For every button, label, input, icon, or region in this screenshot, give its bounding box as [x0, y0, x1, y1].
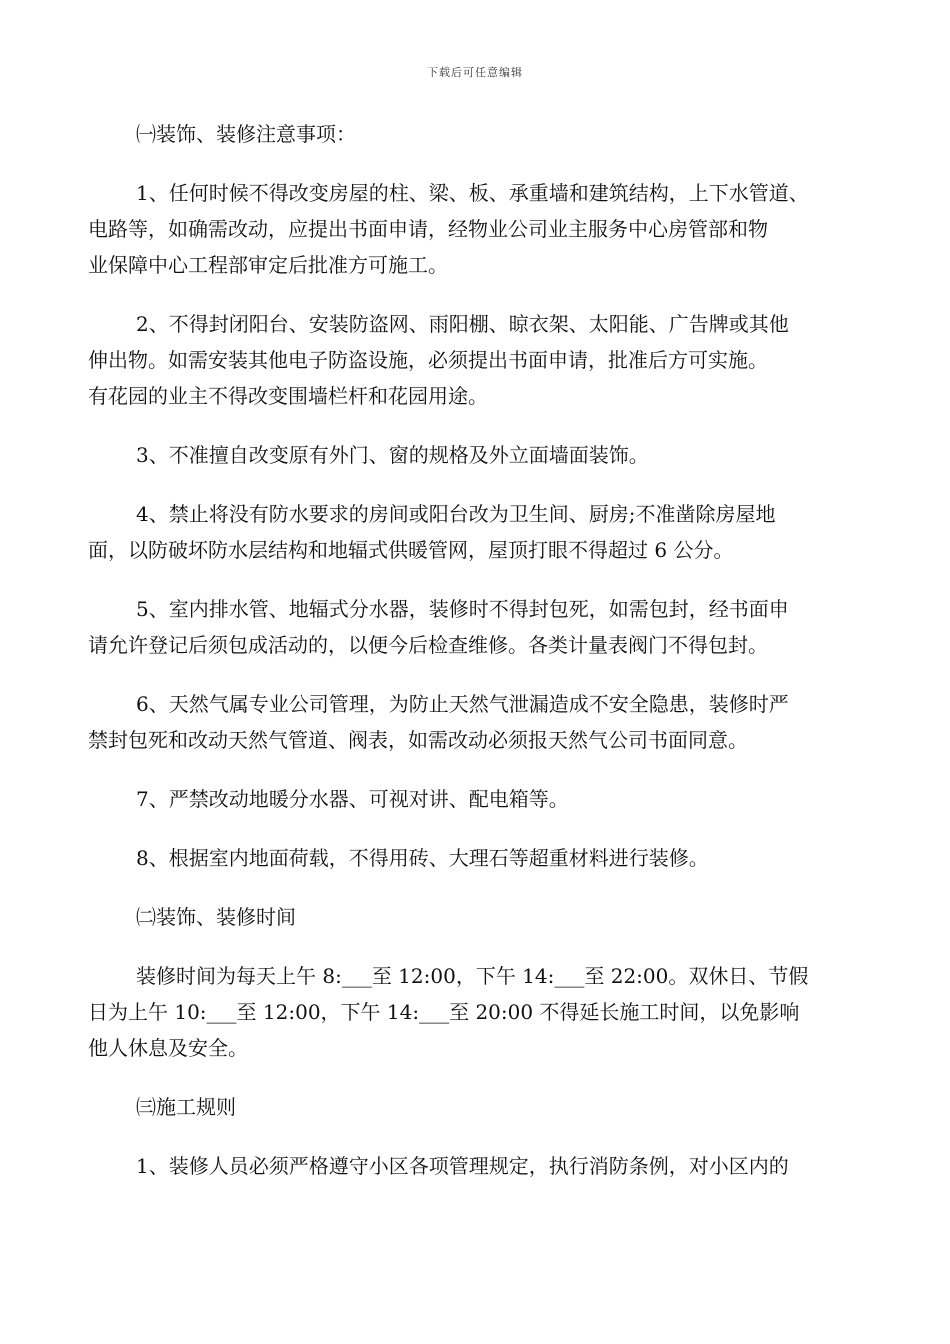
paragraph	[88, 781, 888, 817]
paragraph	[88, 1089, 888, 1125]
paragraph-line: 2、不得封闭阳台、安装防盗网、雨阳棚、晾衣架、太阳能、广告牌或其他	[136, 312, 789, 336]
paragraph-line: ㈠装饰、装修注意事项：	[136, 122, 356, 146]
paragraph	[88, 686, 888, 758]
paragraph-line: 禁封包死和改动天然气管道、阀表，如需改动必须报天然气公司书面同意。	[88, 728, 748, 752]
paragraph-line: 面，以防破坏防水层结构和地辐式供暖管网，屋顶打眼不得超过 6 公分。	[88, 538, 734, 562]
page-header-note: 下载后可任意编辑	[427, 66, 523, 79]
paragraph	[88, 591, 888, 663]
paragraph	[88, 437, 888, 473]
paragraph-line: 业保障中心工程部审定后批准方可施工。	[88, 253, 448, 277]
paragraph-line: 电路等，如确需改动，应提出书面申请，经物业公司业主服务中心房管部和物	[88, 217, 768, 241]
paragraph-line: 他人休息及安全。	[88, 1036, 248, 1060]
paragraph-line: 伸出物。如需安装其他电子防盗设施，必须提出书面申请，批准后方可实施。	[88, 348, 768, 372]
paragraph-line: 1、任何时候不得改变房屋的柱、梁、板、承重墙和建筑结构，上下水管道、	[136, 181, 809, 205]
paragraph	[88, 306, 888, 414]
paragraph	[88, 958, 888, 1066]
paragraph-line: ㈢施工规则	[136, 1095, 236, 1119]
paragraph	[88, 840, 888, 876]
document-body	[88, 116, 888, 1207]
paragraph	[88, 496, 888, 568]
paragraph	[88, 1148, 888, 1184]
paragraph-line: ㈡装饰、装修时间	[136, 905, 296, 929]
paragraph-line: 有花园的业主不得改变围墙栏杆和花园用途。	[88, 384, 488, 408]
paragraph-line: 6、天然气属专业公司管理，为防止天然气泄漏造成不安全隐患，装修时严	[136, 692, 789, 716]
paragraph	[88, 175, 888, 283]
paragraph-line: 7、严禁改动地暖分水器、可视对讲、配电箱等。	[136, 787, 569, 811]
paragraph-line: 4、禁止将没有防水要求的房间或阳台改为卫生间、厨房;不准凿除房屋地	[136, 502, 776, 526]
paragraph	[88, 116, 888, 152]
paragraph	[88, 899, 888, 935]
paragraph-line: 8、根据室内地面荷载，不得用砖、大理石等超重材料进行装修。	[136, 846, 709, 870]
paragraph-line: 3、不准擅自改变原有外门、窗的规格及外立面墙面装饰。	[136, 443, 649, 467]
paragraph-line: 请允许登记后须包成活动的，以便今后检查维修。各类计量表阀门不得包封。	[88, 633, 768, 657]
paragraph-line: 日为上午 10:___至 12:00，下午 14:___至 20:00 不得延长施工时间，以免影响	[88, 1000, 800, 1024]
paragraph-line: 5、室内排水管、地辐式分水器，装修时不得封包死，如需包封，经书面申	[136, 597, 789, 621]
paragraph-line: 装修时间为每天上午 8:___至 12:00，下午 14:___至 22:00。双休日、节假	[136, 964, 809, 988]
paragraph-line: 1、装修人员必须严格遵守小区各项管理规定，执行消防条例，对小区内的	[136, 1154, 789, 1178]
